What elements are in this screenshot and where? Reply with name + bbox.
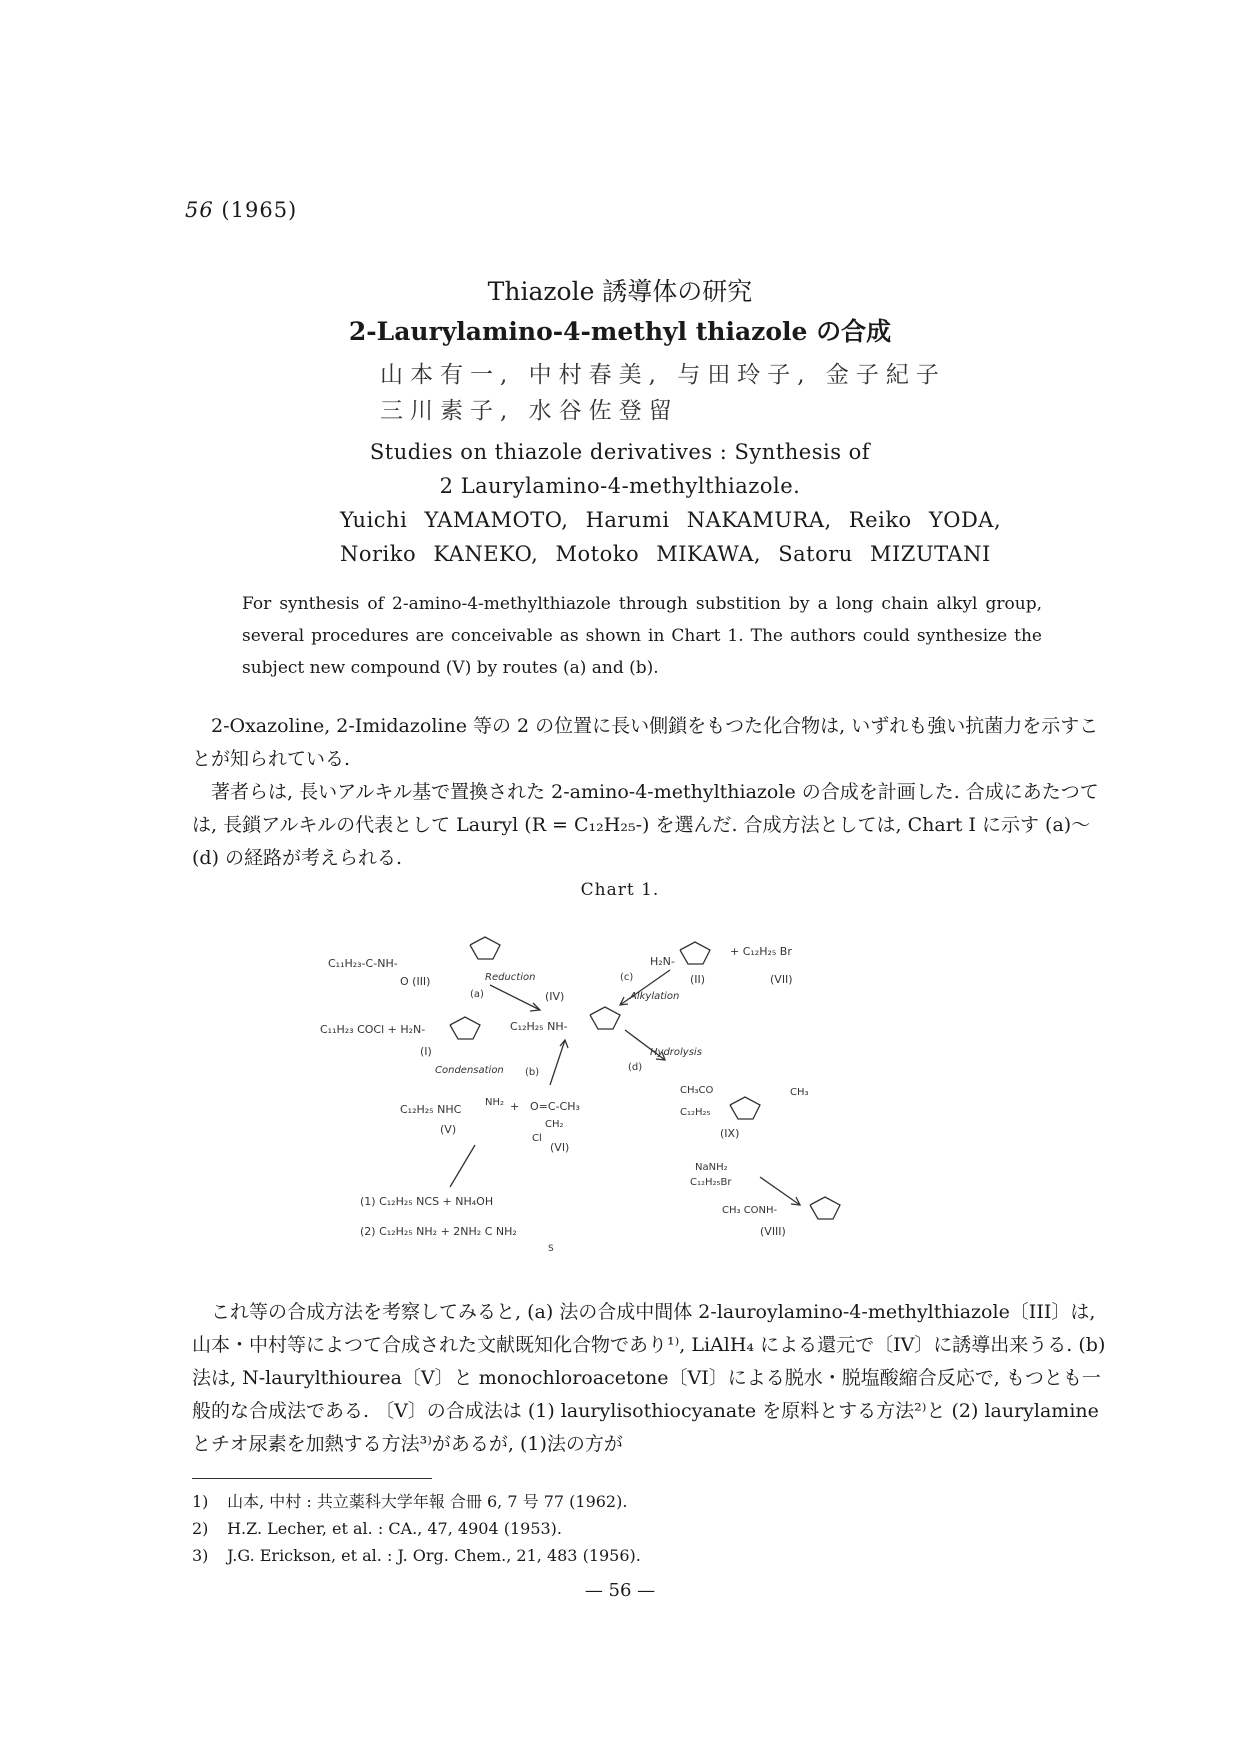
compound-3-label: O (III) — [400, 975, 431, 988]
arrow-route-v — [450, 1145, 475, 1187]
page-footer-number: — 56 — — [584, 1580, 656, 1601]
label-route-d: (d) — [628, 1062, 643, 1073]
compound-7-label: (VII) — [770, 973, 793, 986]
thiazole-ring-9 — [730, 1097, 760, 1119]
title-english-line2: 2 Laurylamino-4-methylthiazole. — [439, 474, 801, 498]
compound-4-label: (IV) — [545, 990, 565, 1003]
compound-5-label: (V) — [440, 1123, 457, 1136]
footnotes — [192, 1488, 641, 1569]
paragraph-1: 2-Oxazoline, 2-Imidazoline 等の 2 の位置に長い側鎖をもつた化合物は, いずれも強い抗菌力を示すことが知られている. — [192, 715, 1099, 770]
label-route-a: (a) — [470, 989, 484, 1000]
paragraph-3: これ等の合成方法を考察してみると, (a) 法の合成中間体 2-lauroylamino-4-methylthiazole〔III〕は, 山本・中村等によつて合成された文献既知化合物であり¹⁾, LiAlH₄ による還元で〔IV〕に誘導出来うる. (b) 法は, N-laurylthiourea〔V〕と monochloroacetone〔VI〕による脱水・脱塩酸縮合反応で, もつとも一般的な合成法である. 〔V〕の合成法は (1) laurylisothiocyanate を原料とする方法²⁾と (2) laurylamine とチオ尿素を加熱する方法³⁾があるが, (1)法の方が — [192, 1301, 1106, 1455]
page-header — [185, 198, 297, 222]
title-english-line1: Studies on thiazole derivatives : Synthesis of — [369, 440, 871, 464]
reagent-sodium-amide: NaNH₂ — [695, 1162, 728, 1173]
compound-9-label: (IX) — [720, 1127, 740, 1140]
footnote-item — [192, 1488, 641, 1515]
thiazole-ring-3 — [470, 937, 500, 959]
arrow-alkylation-ix — [760, 1177, 800, 1205]
chart-title: Chart 1. — [580, 880, 660, 900]
lauryl-bromide: + C₁₂H₂₅ Br — [730, 945, 792, 958]
title-japanese-line2: 2-Laurylamino-4-methyl thiazole の合成 — [348, 317, 892, 346]
compound-8-formula: CH₃ CONH- — [722, 1205, 778, 1216]
footnote-number: 3) — [192, 1546, 209, 1565]
label-alkylation: Alkylation — [630, 991, 680, 1002]
reaction-scheme — [320, 915, 940, 1280]
compound-9-alkyl: C₁₂H₂₅ — [680, 1107, 711, 1118]
compound-2-formula: H₂N- — [650, 955, 675, 968]
compound-2-label: (II) — [690, 973, 706, 986]
thiazole-ring-1 — [450, 1017, 480, 1039]
footnote-item — [192, 1515, 641, 1542]
footnote-number: 2) — [192, 1519, 209, 1538]
compound-5-nh2: NH₂ — [485, 1097, 505, 1108]
authors-japanese-line1: 山本有一, 中村春美, 与田玲子, 金子紀子 — [380, 362, 946, 388]
footnote-text: 山本, 中村 : 共立薬科大学年報 合冊 6, 7 号 77 (1962). — [227, 1492, 628, 1511]
footnote-number: 1) — [192, 1492, 209, 1511]
route-2-reagents: (2) C₁₂H₂₅ NH₂ + 2NH₂ C NH₂ — [360, 1225, 517, 1238]
footnote-divider — [192, 1478, 432, 1479]
compound-9-acyl: CH₃CO — [680, 1085, 714, 1096]
label-route-b: (b) — [525, 1067, 540, 1078]
header-year: (1965) — [221, 198, 298, 222]
chloroacetone-formula: O=C-CH₃ — [530, 1100, 580, 1113]
chloroacetone-ch2: CH₂ — [545, 1119, 564, 1130]
compound-4-formula: C₁₂H₂₅ NH- — [510, 1020, 568, 1033]
compound-5-formula: C₁₂H₂₅ NHC — [400, 1103, 462, 1116]
label-route-c: (c) — [620, 972, 634, 983]
compound-6-label: (VI) — [550, 1141, 570, 1154]
authors-english-line1: Yuichi YAMAMOTO, Harumi NAKAMURA, Reiko YODA, — [340, 508, 1002, 532]
header-page-number: 56 — [185, 198, 214, 222]
authors-english-line2: Noriko KANEKO, Motoko MIKAWA, Satoru MIZUTANI — [340, 542, 991, 566]
label-reduction: Reduction — [485, 972, 536, 983]
thiazole-ring-8 — [810, 1197, 840, 1219]
arrow-reduction — [490, 985, 540, 1010]
label-hydrolysis: Hydrolysis — [650, 1047, 702, 1058]
paragraph-2: 著者らは, 長いアルキル基で置換された 2-amino-4-methylthiazole の合成を計画した. 合成にあたつては, 長鎖アルキルの代表として Lauryl (R = C₁₂H₂₅-) を選んだ. 合成方法としては, Chart I に示す (a)～(d) の経路が考えられる. — [192, 781, 1099, 869]
footnote-text: H.Z. Lecher, et al. : CA., 47, 4904 (1953). — [227, 1519, 562, 1538]
thiazole-ring-4 — [590, 1007, 620, 1029]
footnote-item — [192, 1542, 641, 1569]
footnote-text: J.G. Erickson, et al. : J. Org. Chem., 21, 483 (1956). — [227, 1546, 641, 1565]
title-japanese-line1: Thiazole 誘導体の研究 — [487, 277, 753, 306]
label-condensation: Condensation — [435, 1065, 504, 1076]
arrow-condensation — [550, 1040, 565, 1085]
route-2-sulfur: S — [548, 1244, 554, 1254]
compound-3-formula: C₁₁H₂₃-C-NH- — [328, 957, 398, 970]
chloroacetone-cl: Cl — [532, 1133, 542, 1144]
authors-japanese-line2: 三川素子, 水谷佐登留 — [380, 398, 679, 424]
thiazole-ring-2 — [680, 942, 710, 964]
route-1-reagents: (1) C₁₂H₂₅ NCS + NH₄OH — [360, 1195, 494, 1208]
plus-sign: + — [510, 1100, 520, 1113]
reagent-lauryl-bromide: C₁₂H₂₅Br — [690, 1177, 732, 1188]
compound-8-label: (VIII) — [760, 1225, 786, 1238]
compound-1-label: (I) — [420, 1045, 432, 1058]
compound-1-formula: C₁₁H₂₃ COCl + H₂N- — [320, 1023, 426, 1036]
ch3-ring-9: CH₃ — [790, 1087, 809, 1098]
abstract: For synthesis of 2-amino-4-methylthiazole through substition by a long chain alkyl group, several procedures are conceivable as shown in Chart 1. The authors could synthesize the subject new compound (V) by routes (a) and (b). — [242, 594, 1042, 678]
